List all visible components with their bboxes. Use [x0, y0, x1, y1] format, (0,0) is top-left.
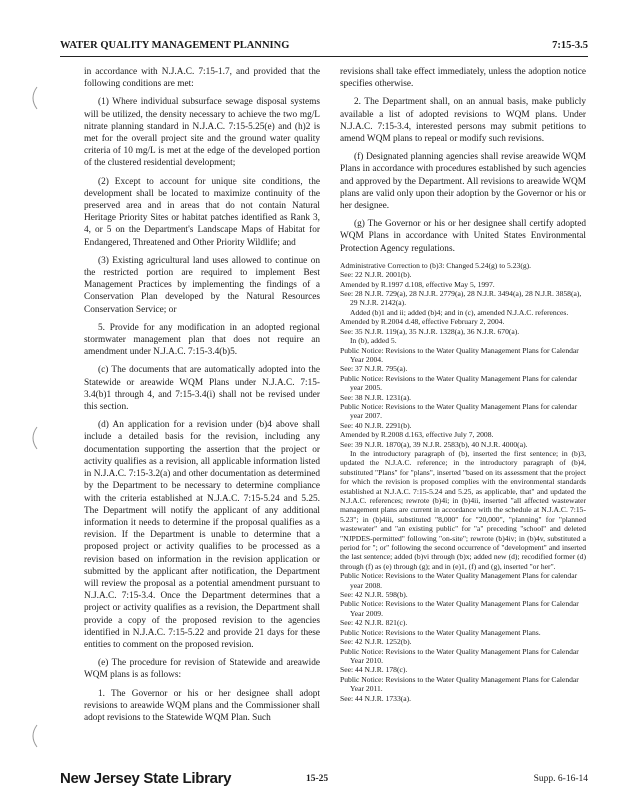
paragraph: in accordance with N.J.A.C. 7:15-1.7, and provided that the following conditions are met:: [84, 67, 320, 90]
paragraph: 5. Provide for any modification in an adopted regional stormwater management plan that does not require an amendment under N.J.A.C. 7:15-3.4(b)5.: [84, 322, 320, 358]
history-entry: Added (b)1 and ii; added (b)4; and in (c), amended N.J.A.C. references.: [350, 307, 569, 317]
history-entry: Public Notice: Revisions to the Water Quality Management Plans for calendar year 2007.: [340, 401, 578, 421]
section-number: 7:15-3.5: [552, 40, 588, 51]
history-entry: Amended by R.2008 d.163, effective July 7, 2008.: [340, 430, 494, 440]
history-entry: In (b), added 5.: [350, 336, 397, 346]
history-entry: Public Notice: Revisions to the Water Quality Management Plans for Calendar Year 2004.: [340, 345, 579, 364]
paragraph: (3) Existing agricultural land uses allowed to continue on the restricted portion are required to implement Best Management Practices by implementing the findings of a Conservation Plan developed by the Natural Resources Conservation Service; or: [84, 255, 320, 315]
history-entry: Public Notice: Revisions to the Water Quality Management Plans for Calendar Year 2011.: [340, 674, 579, 694]
page-footer: [60, 770, 588, 790]
left-column: [84, 66, 320, 730]
paragraph: 1. The Governor or his or her designee shall adopt revisions to areawide WQM plans and the Commissioner shall adopt revisions to the Statewide WQM Plan. Such: [84, 688, 320, 723]
history-notes: [340, 261, 586, 703]
right-column: [340, 66, 586, 703]
binder-hole-mark: [28, 426, 38, 450]
paragraph: (e) The procedure for revision of Statewide and areawide WQM plans is as follows:: [84, 658, 320, 681]
history-entry: Public Notice: Revisions to the Water Quality Management Plans for calendar year 2008.: [340, 571, 578, 590]
binder-hole-mark: [28, 86, 38, 110]
history-entry: See: 40 N.J.R. 2291(b).: [340, 420, 412, 430]
paragraph: 2. The Department shall, on an annual basis, make publicly available a list of adopted revisions to WQM plans. Under N.J.A.C. 7:15-3.4, interested persons may submit petitions to amend WQM plans to repeal or modify such revisions.: [340, 97, 586, 145]
paragraph: (c) The documents that are automatically adopted into the Statewide or areawide WQM Plans under N.J.A.C. 7:15-3.4(b)1 through 4, and 7:15-3.4(i) shall not be revised under this section.: [84, 365, 320, 413]
history-entry: See: 42 N.J.R. 821(c).: [340, 618, 408, 628]
history-entry: See: 39 N.J.R. 1870(a), 39 N.J.R. 2583(b), 40 N.J.R. 4000(a).: [340, 439, 528, 449]
page-number: 15-25: [306, 774, 329, 784]
header-rule: [60, 56, 588, 57]
history-entry: Public Notice: Revisions to the Water Quality Management Plans for calendar year 2005.: [340, 373, 578, 393]
paragraph: (2) Except to account for unique site conditions, the development shall be located to maximize continuity of the preserved area and in areas that do not contain Natural Heritage Priority Sites or habitat patches identified as Rank 3, 4, or 5 on the Department's Landscape Maps of Habitat for Endangered, Threatened and Other Priority Wildlife; and: [84, 176, 320, 248]
binder-hole-mark: [28, 724, 38, 748]
rule-text: [340, 66, 586, 255]
history-entry: Public Notice: Revisions to the Water Quality Management Plans.: [340, 627, 541, 637]
history-entry: Public Notice: Revisions to the Water Quality Management Plans for Calendar Year 2010.: [340, 646, 579, 665]
chapter-title: WATER QUALITY MANAGEMENT PLANNING: [60, 40, 290, 51]
history-entry: See: 44 N.J.R. 1733(a).: [340, 693, 412, 703]
history-entry: See: 42 N.J.R. 1252(b).: [340, 637, 412, 647]
paragraph: (f) Designated planning agencies shall revise areawide WQM Plans in accordance with procedures established by such agencies and approved by the Department. All revisions to areawide WQM plans are valid only upon their adoption by the Governor or his or her designee.: [340, 152, 586, 212]
paragraph: (d) An application for a revision under (b)4 above shall include a detailed basis for the revision, including any documentation supporting the assertion that the project or activity qualifies as a revision, all applicable information listed in N.J.A.C. 7:15-3.2(a) and other documentation as determined by the Department to be necessary to determine compliance with the criteria established at N.J.A.C. 7:15-5.24 and 5.25. The Department will notify the applicant of any additional information it needs to determine if the proposal qualifies as a revision. If the Department is unable to determine that a proposed project or activity qualifies to be processed as a revision based on information in the revision application or submitted by the applicant after notification, the Department will review the proposal as a potential amendment pursuant to N.J.A.C. 7:15-3.4. Once the Department determines that a project or activity qualifies as a revision, the Department shall provide a copy of the proposed revision to the agencies identified in N.J.A.C. 7:15-5.22 and provide 21 days for these entities to comment on the proposed revision.: [84, 420, 320, 650]
history-entry: See: 42 N.J.R. 598(b).: [340, 590, 408, 600]
history-entry: Administrative Correction to (b)3: Changed 5.24(g) to 5.23(g).: [340, 260, 532, 270]
history-entry: See: 44 N.J.R. 178(c).: [340, 665, 408, 675]
history-entry: Public Notice: Revisions to the Water Quality Management Plans for Calendar Year 2009.: [340, 599, 579, 618]
history-entry: Amended by R.2004 d.48, effective February 2, 2004.: [340, 317, 505, 327]
history-entry: See: 37 N.J.R. 795(a).: [340, 364, 408, 374]
supplement-date: Supp. 6-16-14: [533, 774, 588, 784]
history-entry: See: 38 N.J.R. 1231(a).: [340, 392, 412, 402]
running-header: [60, 40, 588, 54]
history-entry: See: 28 N.J.R. 729(a), 28 N.J.R. 2779(a), 28 N.J.R. 3494(a), 28 N.J.R. 3858(a), 29 N.J.R. 2142(a).: [340, 289, 582, 308]
history-entry: See: 35 N.J.R. 119(a), 35 N.J.R. 1328(a), 36 N.J.R. 670(a).: [340, 326, 520, 336]
history-entry: Amended by R.1997 d.108, effective May 5, 1997.: [340, 279, 495, 289]
paragraph: revisions shall take effect immediately, unless the adoption notice specifies otherwise.: [340, 67, 586, 90]
paragraph: (g) The Governor or his or her designee shall certify adopted WQM Plans in accordance with United States Environmental Protection Agency regulations.: [340, 219, 586, 254]
history-entry: In the introductory paragraph of (b), inserted the first sentence; in (b)3, updated the N.J.A.C. reference; in the introductory paragraph of (b)4, substituted "Plans" for "plans", inserted "based on its assessment that the project for which the revision is proposed complies with the environmental standards established at N.J.A.C. 7:15-5.24 and 5.25, as applicable, that" and updated the N.J.A.C. references; rewrote (b)4i; in (b)4ii, inserted "all affected wastewater management plans are current in accordance with the schedule at N.J.A.C. 7:15-5.23"; in (b)4iii, substituted "8,000" for "20,000", "planning" for "planned wastewater" and "an existing public" for "a" preceding "school" and deleted "NJPDES-permitted" following "on-site"; rewrote (b)4iv; in (b)4v, substituted a period for "; or" following the second occurrence of "development" and inserted the last sentence; added (b)vi through (b)x; added new (d); recodified former (d) through (f) as (e) through (g); and in (e)1, (f) and (g), inserted "or her".: [340, 448, 586, 571]
library-stamp: New Jersey State Library: [60, 770, 232, 787]
paragraph: (1) Where individual subsurface sewage disposal systems will be utilized, the density necessary to achieve the two mg/L nitrate planning standard in N.J.A.C. 7:15-5.25(e) and (h)2 is met for the overall project site and the ground water quality criteria of 10 mg/L is met at the edge of the developed portion of the clustered residential development;: [84, 97, 320, 169]
history-entry: See: 22 N.J.R. 2001(b).: [340, 270, 412, 280]
